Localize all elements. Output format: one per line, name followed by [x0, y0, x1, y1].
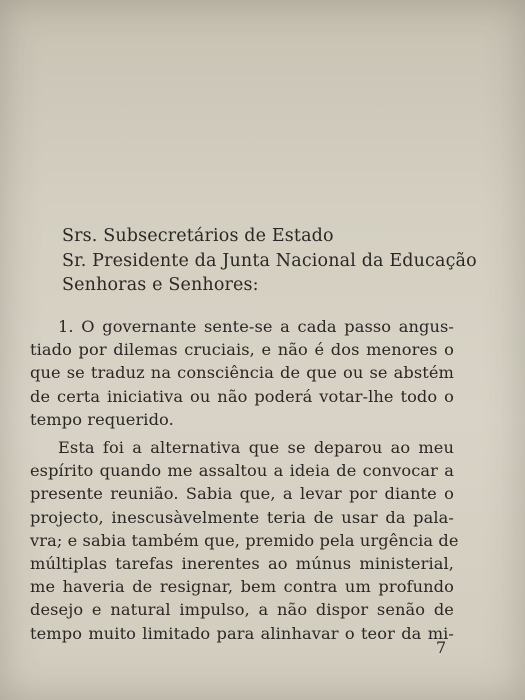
text-line: de certa iniciativa ou não poderá votar-lhe todo o: [30, 386, 454, 406]
text-line: me haveria de resignar, bem contra um profundo: [30, 577, 454, 597]
salutation-line: Srs. Subsecretários de Estado: [62, 226, 334, 246]
text-line: vra; e sabia também que, premido pela urgência de: [30, 530, 459, 550]
salutation: [62, 224, 477, 298]
text-line: espírito quando me assaltou a ideia de convocar a: [30, 461, 454, 481]
paragraph-2: [30, 436, 459, 645]
text-line: que se traduz na consciência de que ou se abstém: [30, 363, 454, 383]
text-line: projecto, inescusàvelmente teria de usar da pala-: [30, 507, 454, 527]
text-line: desejo e natural impulso, a não dispor senão de: [30, 600, 454, 620]
body-text: [30, 315, 459, 650]
text-line: tiado por dilemas cruciais, e não é dos menores o: [30, 340, 454, 360]
text-line: tempo requerido.: [30, 409, 174, 429]
paragraph-1: [30, 315, 454, 431]
salutation-line: Senhoras e Senhores:: [62, 275, 259, 295]
text-line: tempo muito limitado para alinhavar o teor da mi-: [30, 623, 454, 643]
salutation-line: Sr. Presidente da Junta Nacional da Educação: [62, 250, 477, 271]
page-number: 7: [436, 638, 447, 657]
text-line: múltiplas tarefas inerentes ao múnus ministerial,: [30, 554, 454, 574]
text-line: 1. O governante sente-se a cada passo angus-: [58, 317, 454, 336]
text-line: Esta foi a alternativa que se deparou ao meu: [58, 438, 454, 458]
text-line: presente reunião. Sabia que, a levar por diante o: [30, 484, 454, 504]
